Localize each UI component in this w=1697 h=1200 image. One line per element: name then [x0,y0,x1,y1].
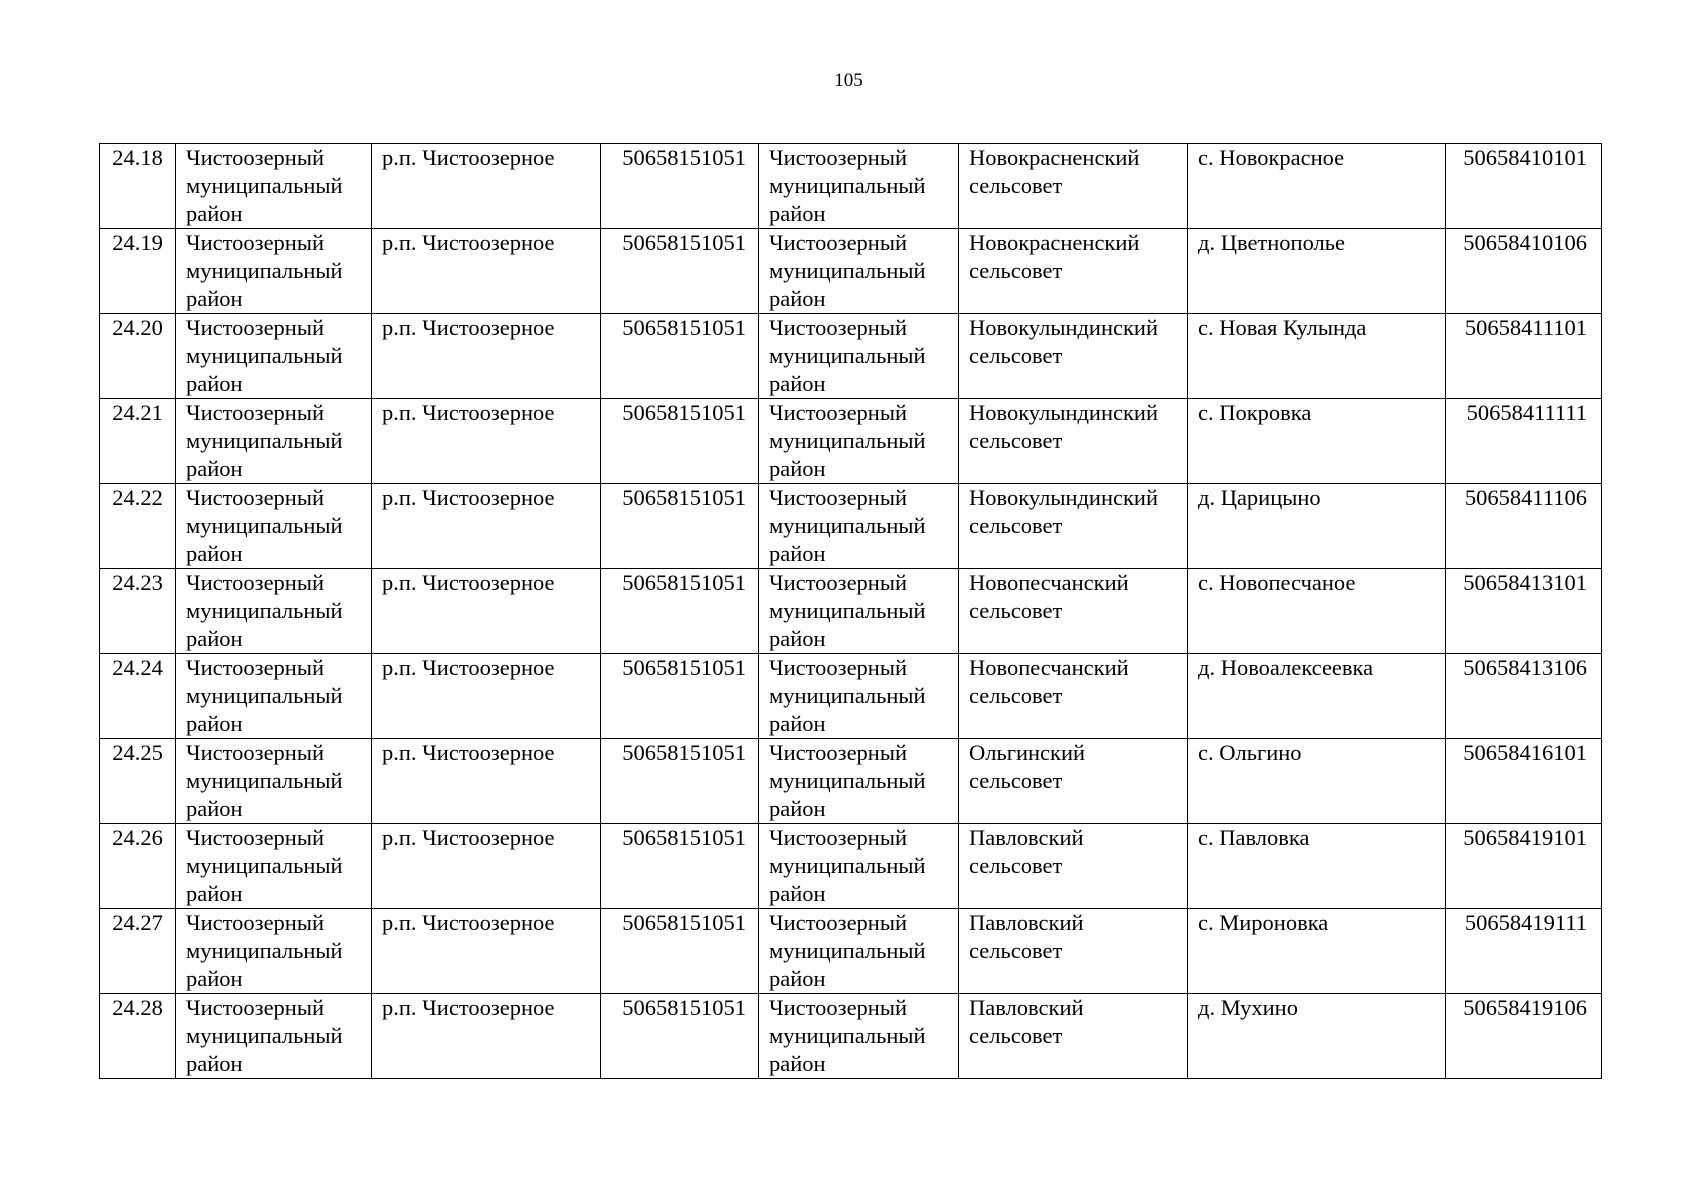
admin-center-code-cell: 50658151051 [601,739,759,824]
settlement-cell: Новокулындинский сельсовет [959,399,1188,484]
settlements-table [99,143,1602,1079]
table-row [100,484,1602,569]
table-row [100,654,1602,739]
admin-center-cell: р.п. Чистоозерное [372,144,601,229]
municipality-cell: Чистоозерный муниципальный район [759,824,959,909]
locality-code-cell: 50658413106 [1446,654,1602,739]
locality-cell: д. Царицыно [1188,484,1446,569]
locality-cell: с. Новая Кулында [1188,314,1446,399]
settlement-cell: Ольгинский сельсовет [959,739,1188,824]
admin-center-cell: р.п. Чистоозерное [372,824,601,909]
locality-cell: д. Цветнополье [1188,229,1446,314]
admin-center-code-cell: 50658151051 [601,569,759,654]
table-row [100,569,1602,654]
district-cell: Чистоозерный муниципальный район [176,314,372,399]
admin-center-cell: р.п. Чистоозерное [372,909,601,994]
locality-cell: с. Мироновка [1188,909,1446,994]
admin-center-cell: р.п. Чистоозерное [372,399,601,484]
locality-cell: с. Покровка [1188,399,1446,484]
row-number-cell: 24.24 [100,654,176,739]
locality-code-cell: 50658410106 [1446,229,1602,314]
municipality-cell: Чистоозерный муниципальный район [759,909,959,994]
district-cell: Чистоозерный муниципальный район [176,654,372,739]
settlement-cell: Новокрасненский сельсовет [959,144,1188,229]
settlement-cell: Павловский сельсовет [959,824,1188,909]
admin-center-cell: р.п. Чистоозерное [372,314,601,399]
municipality-cell: Чистоозерный муниципальный район [759,654,959,739]
admin-center-cell: р.п. Чистоозерное [372,654,601,739]
table-body [100,144,1602,1079]
row-number-cell: 24.20 [100,314,176,399]
admin-center-code-cell: 50658151051 [601,144,759,229]
table-row [100,314,1602,399]
admin-center-cell: р.п. Чистоозерное [372,994,601,1079]
table-row [100,229,1602,314]
row-number-cell: 24.25 [100,739,176,824]
municipality-cell: Чистоозерный муниципальный район [759,229,959,314]
locality-cell: с. Новокрасное [1188,144,1446,229]
locality-code-cell: 50658416101 [1446,739,1602,824]
district-cell: Чистоозерный муниципальный район [176,569,372,654]
locality-cell: с. Ольгино [1188,739,1446,824]
municipality-cell: Чистоозерный муниципальный район [759,399,959,484]
admin-center-cell: р.п. Чистоозерное [372,484,601,569]
district-cell: Чистоозерный муниципальный район [176,399,372,484]
table-row [100,824,1602,909]
table-row [100,739,1602,824]
locality-code-cell: 50658413101 [1446,569,1602,654]
locality-code-cell: 50658411111 [1446,399,1602,484]
district-cell: Чистоозерный муниципальный район [176,739,372,824]
row-number-cell: 24.18 [100,144,176,229]
locality-code-cell: 50658411101 [1446,314,1602,399]
page-number: 105 [834,70,863,91]
row-number-cell: 24.21 [100,399,176,484]
table-row [100,144,1602,229]
admin-center-code-cell: 50658151051 [601,909,759,994]
admin-center-code-cell: 50658151051 [601,654,759,739]
admin-center-code-cell: 50658151051 [601,824,759,909]
municipality-cell: Чистоозерный муниципальный район [759,484,959,569]
row-number-cell: 24.22 [100,484,176,569]
settlement-cell: Новокрасненский сельсовет [959,229,1188,314]
district-cell: Чистоозерный муниципальный район [176,909,372,994]
municipality-cell: Чистоозерный муниципальный район [759,994,959,1079]
district-cell: Чистоозерный муниципальный район [176,824,372,909]
municipality-cell: Чистоозерный муниципальный район [759,739,959,824]
settlement-cell: Павловский сельсовет [959,909,1188,994]
locality-code-cell: 50658419111 [1446,909,1602,994]
admin-center-cell: р.п. Чистоозерное [372,569,601,654]
admin-center-code-cell: 50658151051 [601,994,759,1079]
admin-center-code-cell: 50658151051 [601,229,759,314]
locality-code-cell: 50658411106 [1446,484,1602,569]
admin-center-cell: р.п. Чистоозерное [372,229,601,314]
municipality-cell: Чистоозерный муниципальный район [759,144,959,229]
locality-cell: д. Новоалексеевка [1188,654,1446,739]
row-number-cell: 24.27 [100,909,176,994]
locality-code-cell: 50658419106 [1446,994,1602,1079]
row-number-cell: 24.26 [100,824,176,909]
row-number-cell: 24.23 [100,569,176,654]
settlement-cell: Новопесчанский сельсовет [959,569,1188,654]
locality-cell: с. Павловка [1188,824,1446,909]
table-row [100,909,1602,994]
settlement-cell: Новопесчанский сельсовет [959,654,1188,739]
table-row [100,994,1602,1079]
locality-code-cell: 50658410101 [1446,144,1602,229]
admin-center-code-cell: 50658151051 [601,484,759,569]
district-cell: Чистоозерный муниципальный район [176,994,372,1079]
settlement-cell: Новокулындинский сельсовет [959,484,1188,569]
admin-center-code-cell: 50658151051 [601,399,759,484]
locality-cell: с. Новопесчаное [1188,569,1446,654]
settlement-cell: Новокулындинский сельсовет [959,314,1188,399]
district-cell: Чистоозерный муниципальный район [176,144,372,229]
municipality-cell: Чистоозерный муниципальный район [759,314,959,399]
table-row [100,399,1602,484]
row-number-cell: 24.28 [100,994,176,1079]
admin-center-cell: р.п. Чистоозерное [372,739,601,824]
row-number-cell: 24.19 [100,229,176,314]
district-cell: Чистоозерный муниципальный район [176,229,372,314]
admin-center-code-cell: 50658151051 [601,314,759,399]
settlement-cell: Павловский сельсовет [959,994,1188,1079]
municipality-cell: Чистоозерный муниципальный район [759,569,959,654]
locality-cell: д. Мухино [1188,994,1446,1079]
locality-code-cell: 50658419101 [1446,824,1602,909]
district-cell: Чистоозерный муниципальный район [176,484,372,569]
